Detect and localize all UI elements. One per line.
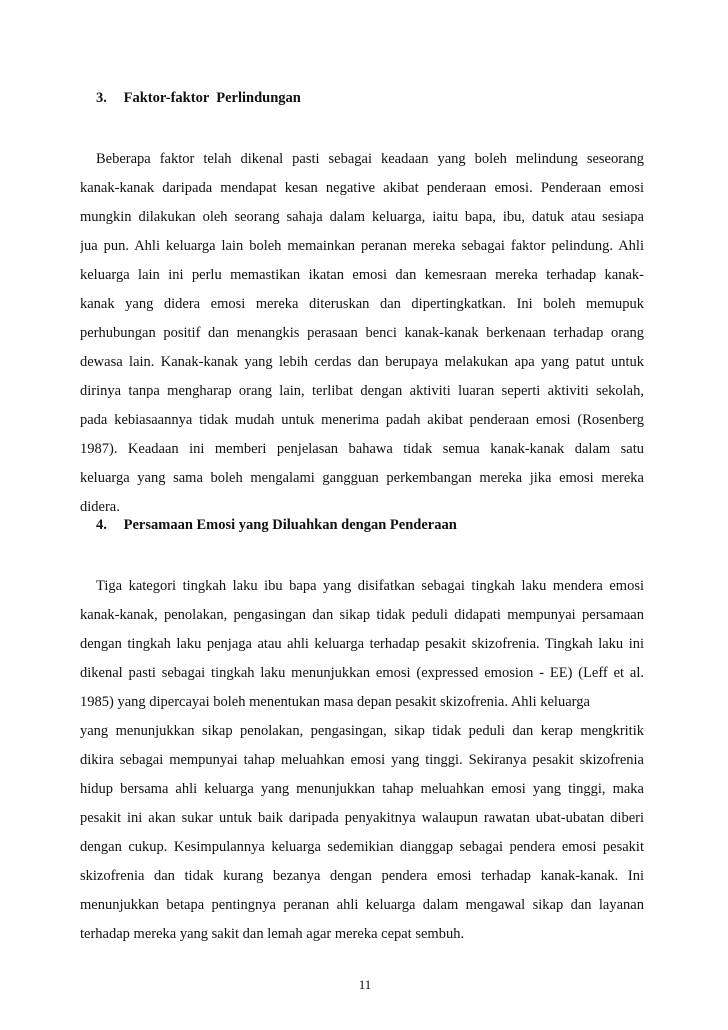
paragraph-line: didera. (80, 499, 120, 515)
section-4-paragraph (80, 572, 644, 949)
paragraph-line: dirinya tanpa mengharap orang lain, terlibat dengan aktiviti luaran seperti aktiviti sekolah, (80, 383, 644, 399)
paragraph-line: hidup bersama ahli keluarga yang menunjukkan tahap meluahkan emosi yang tinggi, maka (80, 781, 644, 797)
section-number: 3. (96, 90, 107, 106)
section-title: Persamaan Emosi yang Diluahkan dengan Penderaan (123, 517, 457, 533)
section-heading-3 (96, 89, 301, 107)
page-number: 11 (358, 977, 372, 992)
section-title: Faktor-faktor Perlindungan (123, 90, 301, 106)
section-number: 4. (96, 517, 107, 533)
paragraph-line: yang menunjukkan sikap penolakan, pengasingan, sikap tidak peduli dan kerap mengkritik (80, 723, 644, 739)
paragraph-line: kanak-kanak daripada mendapat kesan negative akibat penderaan emosi. Penderaan emosi (80, 180, 644, 196)
paragraph-line: dikira sebagai mempunyai tahap meluahkan emosi yang tinggi. Sekiranya pesakit skizofrenia (80, 752, 644, 768)
paragraph-line: menunjukkan betapa pentingnya peranan ahli keluarga dalam mengawal sikap dan layanan (80, 897, 644, 913)
paragraph-line: dikenal pasti sebagai tingkah laku menunjukkan emosi (expressed emosion - EE) (Leff et al. (80, 665, 644, 681)
paragraph-line: kanak yang didera emosi mereka diteruskan dan dipertingkatkan. Ini boleh memupuk (80, 296, 644, 312)
paragraph-line: pada kebiasaannya tidak mudah untuk menerima padah akibat penderaan emosi (Rosenberg (80, 412, 644, 428)
paragraph-line: Tiga kategori tingkah laku ibu bapa yang disifatkan sebagai tingkah laku mendera emosi (96, 578, 644, 594)
paragraph-line: keluarga lain ini perlu memastikan ikatan emosi dan kemesraan mereka terhadap kanak- (80, 267, 644, 283)
paragraph-line: Beberapa faktor telah dikenal pasti sebagai keadaan yang boleh melindung seseorang (96, 151, 644, 167)
paragraph-line: keluarga yang sama boleh mengalami gangguan perkembangan mereka jika emosi mereka (80, 470, 644, 486)
section-3-paragraph (80, 145, 644, 522)
section-heading-4 (96, 516, 457, 534)
paragraph-line: kanak-kanak, penolakan, pengasingan dan sikap tidak peduli didapati mempunyai persamaan (80, 607, 644, 623)
paragraph-line: 1985) yang dipercayai boleh menentukan masa depan pesakit skizofrenia. Ahli keluarga (80, 694, 590, 710)
paragraph-line: dewasa lain. Kanak-kanak yang lebih cerdas dan berupaya melakukan apa yang patut untuk (80, 354, 644, 370)
paragraph-line: 1987). Keadaan ini memberi penjelasan bahawa tidak semua kanak-kanak dalam satu (80, 441, 644, 457)
paragraph-line: skizofrenia dan tidak kurang bezanya dengan pendera emosi terhadap kanak-kanak. Ini (80, 868, 644, 884)
paragraph-line: dengan tingkah laku penjaga atau ahli keluarga terhadap pesakit skizofrenia. Tingkah laku ini (80, 636, 644, 652)
paragraph-line: dengan cukup. Kesimpulannya keluarga sedemikian dianggap sebagai pendera emosi pesakit (80, 839, 644, 855)
paragraph-line: pesakit ini akan sukar untuk baik daripada penyakitnya walaupun rawatan ubat-ubatan diberi (80, 810, 644, 826)
paragraph-line: perhubungan positif dan menangkis perasaan benci kanak-kanak berkenaan terhadap orang (80, 325, 644, 341)
paragraph-line: mungkin dilakukan oleh seorang sahaja dalam keluarga, iaitu bapa, ibu, datuk atau sesiapa (80, 209, 644, 225)
paragraph-line: jua pun. Ahli keluarga lain boleh memainkan peranan mereka sebagai faktor pelindung. Ahli (80, 238, 644, 254)
paragraph-line: terhadap mereka yang sakit dan lemah agar mereka cepat sembuh. (80, 926, 465, 942)
